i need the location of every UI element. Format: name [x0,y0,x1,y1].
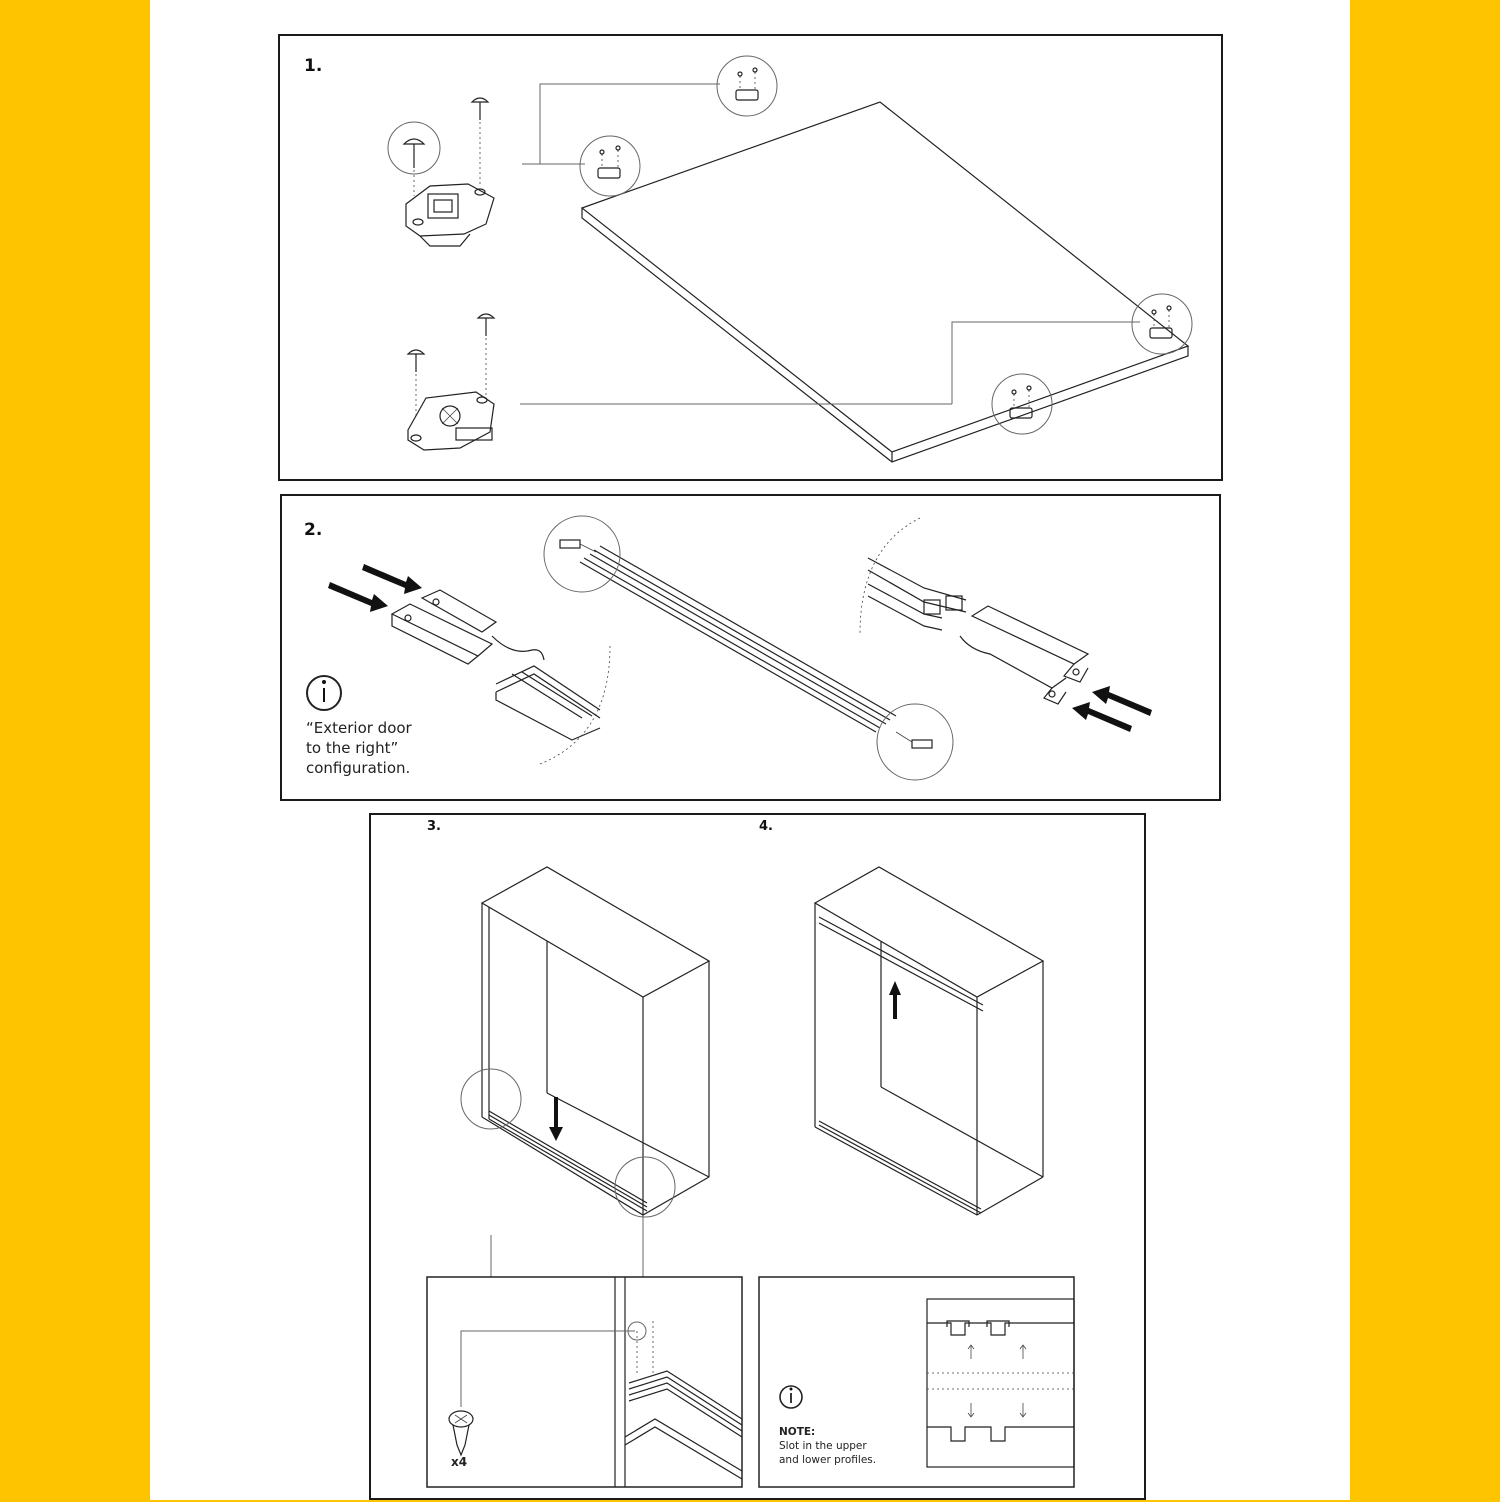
note-line-2: and lower profiles. [779,1454,877,1466]
wardrobe-step-4 [815,867,1043,1215]
note-title: NOTE: [779,1426,816,1438]
note-line-3: configuration. [306,759,411,777]
magnifier-bottom-center [992,374,1052,434]
push-arrows-right [1072,686,1152,732]
screw-count: x4 [451,1455,468,1469]
rail-ends-right [868,558,966,630]
rail-ends-left [496,666,600,740]
long-track-profile [580,546,896,732]
profile-slot-note [779,1425,876,1467]
upper-roller-bracket [388,98,494,246]
panel-step-1 [278,34,1223,481]
steps-3-4-illustration [371,815,1148,1502]
step-3-label: 3. [427,819,441,834]
magnifier-top-right [717,56,777,116]
configuration-note [306,718,412,778]
info-icon-note [780,1386,802,1408]
magnifier-top-left [580,136,640,196]
magnifier-bottom-right [1132,294,1192,354]
screw-icon [449,1411,473,1455]
lower-roller-bracket [408,314,494,450]
note-line-1: Slot in the upper [779,1440,867,1452]
note-line-2: to the right” [306,739,399,757]
wardrobe-step-3 [461,867,709,1277]
step-1-label: 1. [304,56,323,76]
panel-step-2 [280,494,1221,801]
step-2-illustration [282,496,1223,803]
screw-detail-box [427,1277,742,1487]
step-1-illustration [280,36,1225,483]
instruction-page [150,0,1350,1500]
magnifier-rail-end [877,704,953,780]
panel-steps-3-4 [369,813,1146,1500]
note-line-1: “Exterior door [306,719,412,737]
step-2-label: 2. [304,520,323,540]
step-4-label: 4. [759,819,773,834]
shelf-board [582,102,1188,462]
info-icon [307,676,341,710]
profile-connectors-left [392,590,544,664]
profile-connectors-right [960,606,1088,704]
magnifier-rail-start [544,516,620,592]
